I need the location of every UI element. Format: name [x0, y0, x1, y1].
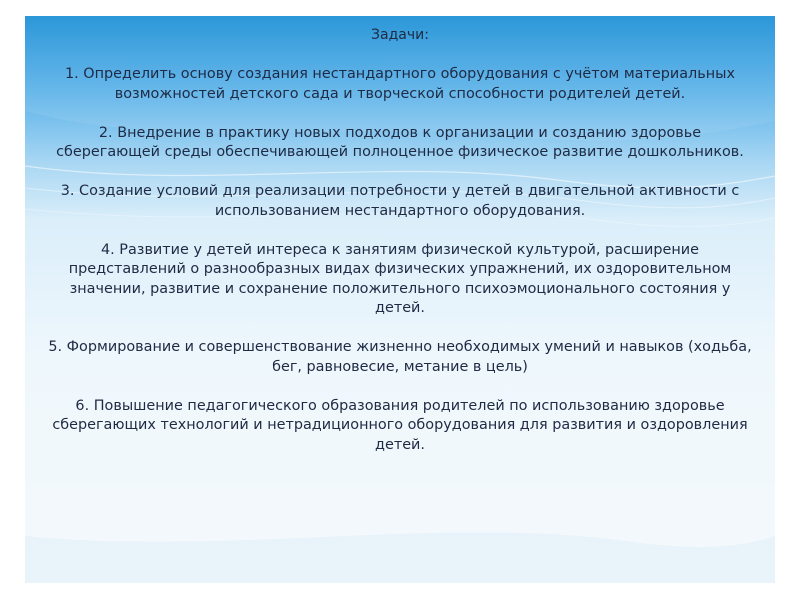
- task-item: 6. Повышение педагогического образования родителей по использованию здоровье сберегающих технологий и нетрадиционного оборудования для развития и оздоровления детей.: [52, 397, 748, 453]
- task-item: 4. Развитие у детей интереса к занятиям физической культурой, расширение представлений о разнообразных видах физических упражнений, их оздоровительном значении, развитие и сохранение положительного психоэмоционального состояния у детей.: [68, 241, 732, 316]
- task-item: 3. Создание условий для реализации потребности у детей в двигательной активности с использованием нестандартного оборудования.: [60, 183, 740, 219]
- tasks-text-block: [45, 26, 755, 475]
- task-item: 5. Формирование и совершенствование жизненно необходимых умений и навыков (ходьба, бег, равновесие, метание в цель): [48, 339, 752, 375]
- task-item: 1. Определить основу создания нестандартного оборудования с учётом материальных возможностей детского сада и творческой способности родителей детей.: [64, 66, 735, 102]
- task-item: 2. Внедрение в практику новых подходов к организации и созданию здоровье сберегающей среды обеспечивающей полноценное физическое развитие дошкольников.: [56, 124, 744, 160]
- slide: [25, 16, 775, 583]
- slide-heading: Задачи:: [371, 27, 429, 43]
